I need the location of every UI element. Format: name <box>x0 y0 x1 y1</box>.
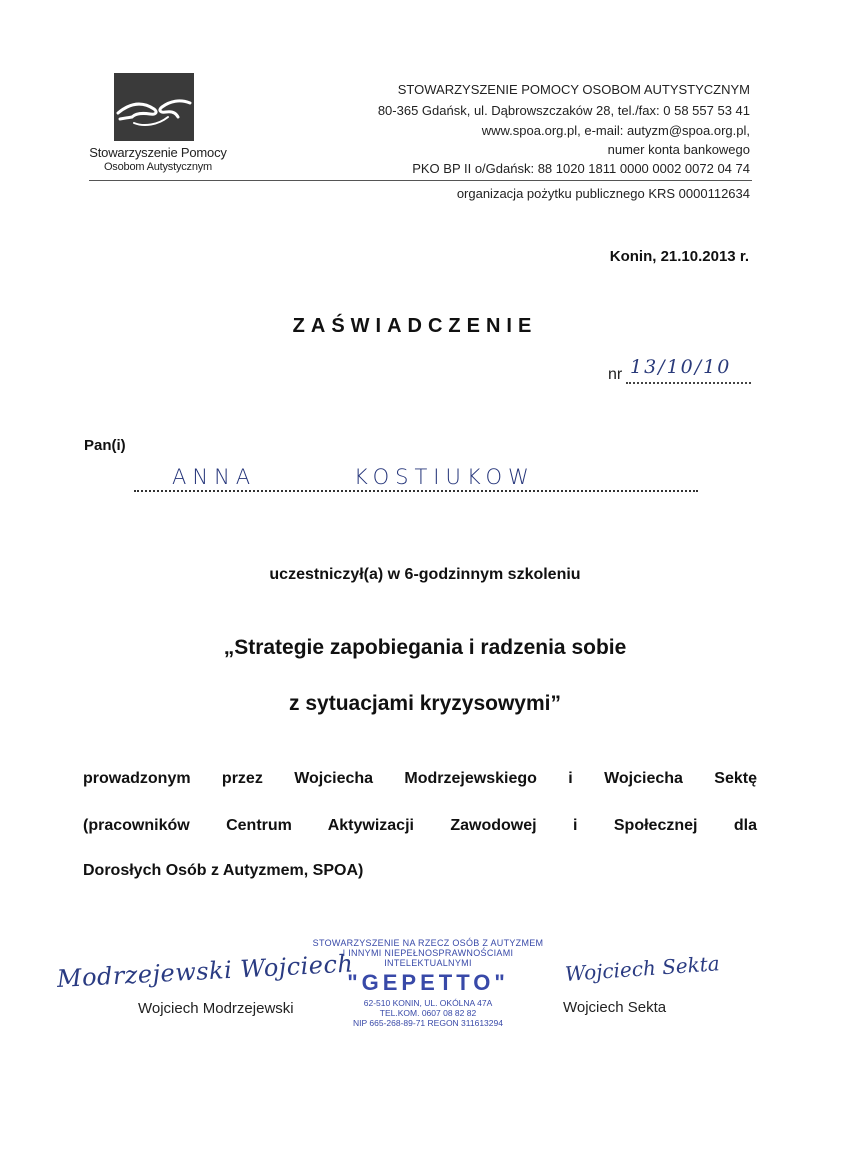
number-label: nr <box>608 366 623 383</box>
course-title-line2: z sytuacjami kryzysowymi” <box>289 692 561 715</box>
right-signatory-name: Wojciech Sekta <box>563 999 667 1016</box>
right-signature: Wojciech Sekta <box>564 951 721 986</box>
left-signature: Modrzejewski Wojciech <box>56 949 355 993</box>
stamp-line1: STOWARZYSZENIE NA RZECZ OSÓB Z AUTYZMEM <box>312 938 544 948</box>
trainers-line1: prowadzonym przez Wojciecha Modrzejewskiego i Wojciecha Sektę <box>83 770 757 787</box>
bank-label: numer konta bankowego <box>607 142 750 157</box>
certificate-number: 13/10/10 <box>630 356 732 378</box>
recipient-label: Pan(i) <box>84 437 126 454</box>
org-web-email: www.spoa.org.pl, e-mail: autyzm@spoa.org.pl, <box>481 123 750 138</box>
stamp-ids: NIP 665-268-89-71 REGON 311613294 <box>353 1018 503 1028</box>
hands-icon <box>114 73 194 141</box>
trainers-line2: (pracowników Centrum Aktywizacji Zawodowej i Społecznej dla <box>83 817 757 834</box>
logo-name-line1: Stowarzyszenie Pomocy <box>89 145 227 160</box>
document-date: Konin, 21.10.2013 r. <box>609 248 749 265</box>
organization-stamp <box>312 938 544 1028</box>
bank-account: PKO BP II o/Gdańsk: 88 1020 1811 0000 0002 0072 04 74 <box>412 161 750 176</box>
stamp-name: "GEPETTO" <box>347 970 509 995</box>
trainers-line3: Dorosłych Osób z Autyzmem, SPOA) <box>83 862 364 879</box>
stamp-line2: I INNYMI NIEPEŁNOSPRAWNOŚCIAMI INTELEKTUALNYMI <box>342 948 514 968</box>
stamp-address: 62-510 KONIN, UL. OKÓLNA 47A <box>363 998 493 1008</box>
recipient-last-name: KOSTIUKOW <box>354 465 535 489</box>
header-divider <box>89 180 752 181</box>
recipient-first-name: ANNA <box>172 465 257 489</box>
stamp-phone: TEL.KOM. 0607 08 82 82 <box>379 1008 477 1018</box>
org-name: STOWARZYSZENIE POMOCY OSOBOM AUTYSTYCZNYM <box>397 82 750 97</box>
logo-name-line2: Osobom Autystycznym <box>103 161 213 173</box>
document-title: ZAŚWIADCZENIE <box>292 315 538 337</box>
krs-note: organizacja pożytku publicznego KRS 0000112634 <box>456 186 750 201</box>
logo-image <box>114 73 194 141</box>
org-address: 80-365 Gdańsk, ul. Dąbrowszczaków 28, tel./fax: 0 58 557 53 41 <box>377 103 750 118</box>
participation-text: uczestniczył(a) w 6-godzinnym szkoleniu <box>269 566 581 583</box>
course-title-line1: „Strategie zapobiegania i radzenia sobie <box>223 636 627 659</box>
left-signatory-name: Wojciech Modrzejewski <box>138 1000 294 1017</box>
